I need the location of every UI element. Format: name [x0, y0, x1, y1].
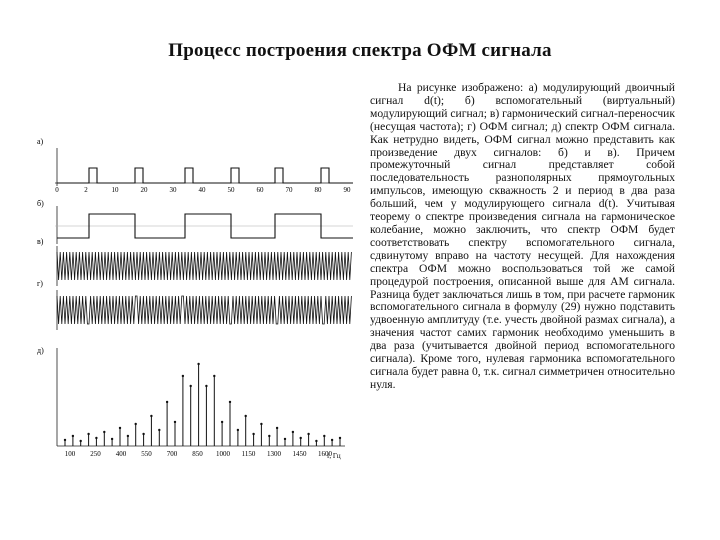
time-tick-label: 0	[55, 186, 59, 194]
carrier-signal-plot	[57, 246, 351, 286]
freq-tick-label: 400	[115, 450, 127, 458]
time-tick-label: 10	[111, 186, 119, 194]
spectrum-point	[166, 401, 168, 403]
spectrum-point	[245, 415, 247, 417]
time-tick-label: 70	[285, 186, 293, 194]
spectrum-point	[150, 415, 152, 417]
panel-label-d: д)	[37, 346, 44, 355]
freq-tick-label: 250	[90, 450, 101, 458]
slide-body-text: На рисунке изображено: а) модулирующий двоичный сигнал d(t); б) вспомогательный (виртуальный) модулирующий сигнал; в) гармонический сигнал-переносчик (несущая частота); г) ОФМ сигнал; д) спектр ОФМ сигнала. Как нетрудно видеть, ОФМ сигнал можно представить как произведение двух сигналов: б) и в). Причем промежуточный сигнал представляет собой последовательность разнополярных прямоугольных импульсов, имеющую скважность 2 и период в два раза больший, чем у модулирующего сигнала d(t). Учитывая теорему о спектре произведения сигнала на гармоническое колебание, можно заключить, что спектр ОФМ будет соответствовать спектру вспомогательного сигнала, сдвинутому вправо на частоту несущей. Для нахождения спектра ОФМ можно воспользоваться той же самой процедурой построения, описанной выше для АМ сигнала. Разница будет заключаться лишь в том, при расчете гармоник вспомогательного сигнала в формулу (29) нужно подставить удвоенную амплитуду (т.е. учесть двойной размах сигнала), а значения частот самих гармоник необходимо уменьшить в два раза (учитывается двойной период вспомогательного сигнала). Кроме того, нулевая гармоника вспомогательного сигнала будет равна 0, т.к. сигнал симметричен относительно нуля.	[370, 81, 675, 391]
time-tick-label: 50	[227, 186, 235, 194]
panel-label-v: в)	[37, 237, 44, 246]
freq-tick-label: 850	[192, 450, 203, 458]
time-tick-label: 80	[314, 186, 322, 194]
ofm-signal-plot	[57, 290, 351, 330]
freq-tick-label: 1450	[292, 450, 307, 458]
spectrum-point	[142, 433, 144, 435]
spectrum-point	[72, 435, 74, 437]
spectrum-point	[197, 363, 199, 365]
spectrum-point	[276, 427, 278, 429]
freq-tick-label: 1150	[241, 450, 256, 458]
spectrum-point	[284, 438, 286, 440]
spectrum-point	[260, 423, 262, 425]
time-tick-label: 20	[140, 186, 148, 194]
spectrum-point	[87, 433, 89, 435]
spectrum-point	[213, 375, 215, 377]
spectrum-point	[315, 440, 317, 442]
slide-title: Процесс построения спектра ОФМ сигнала	[168, 40, 552, 61]
time-tick-label: 90	[343, 186, 351, 194]
spectrum-point	[174, 421, 176, 423]
freq-tick-label: 700	[166, 450, 178, 458]
spectrum-point	[237, 429, 239, 431]
spectrum-point	[135, 423, 137, 425]
spectrum-point	[307, 433, 309, 435]
spectrum-point	[292, 431, 294, 433]
spectrum-point	[323, 435, 325, 437]
binary-signal-plot	[55, 148, 353, 194]
freq-tick-label: 1600	[318, 450, 332, 458]
panel-label-b: б)	[37, 199, 44, 208]
spectrum-point	[268, 435, 270, 437]
spectrum-point	[205, 385, 207, 387]
panel-label-g: г)	[37, 279, 43, 288]
spectrum-point	[95, 437, 97, 439]
ofm-spectrum-plot	[57, 348, 345, 460]
spectrum-point	[158, 429, 160, 431]
spectrum-point	[119, 427, 121, 429]
spectrum-point	[229, 401, 231, 403]
freq-tick-label: 100	[64, 450, 76, 458]
spectrum-point	[127, 435, 129, 437]
auxiliary-signal-plot	[55, 206, 353, 244]
spectrum-point	[331, 439, 333, 441]
spectrum-point	[190, 385, 192, 387]
time-tick-label: 2	[84, 186, 88, 194]
ofm-signal-figure	[35, 128, 355, 463]
spectrum-point	[64, 439, 66, 441]
panel-label-a: а)	[37, 137, 44, 146]
freq-tick-label: 1000	[216, 450, 230, 458]
time-tick-label: 30	[169, 186, 177, 194]
spectrum-point	[252, 433, 254, 435]
time-tick-label: 40	[198, 186, 206, 194]
spectrum-point	[103, 431, 105, 433]
freq-tick-label: 1300	[267, 450, 281, 458]
spectrum-point	[221, 421, 223, 423]
spectrum-point	[182, 375, 184, 377]
spectrum-point	[80, 440, 82, 442]
freq-axis-unit: f, Гц	[327, 452, 341, 460]
time-tick-label: 60	[256, 186, 264, 194]
spectrum-point	[300, 437, 302, 439]
spectrum-point	[339, 437, 341, 439]
freq-tick-label: 550	[141, 450, 152, 458]
spectrum-point	[111, 438, 113, 440]
